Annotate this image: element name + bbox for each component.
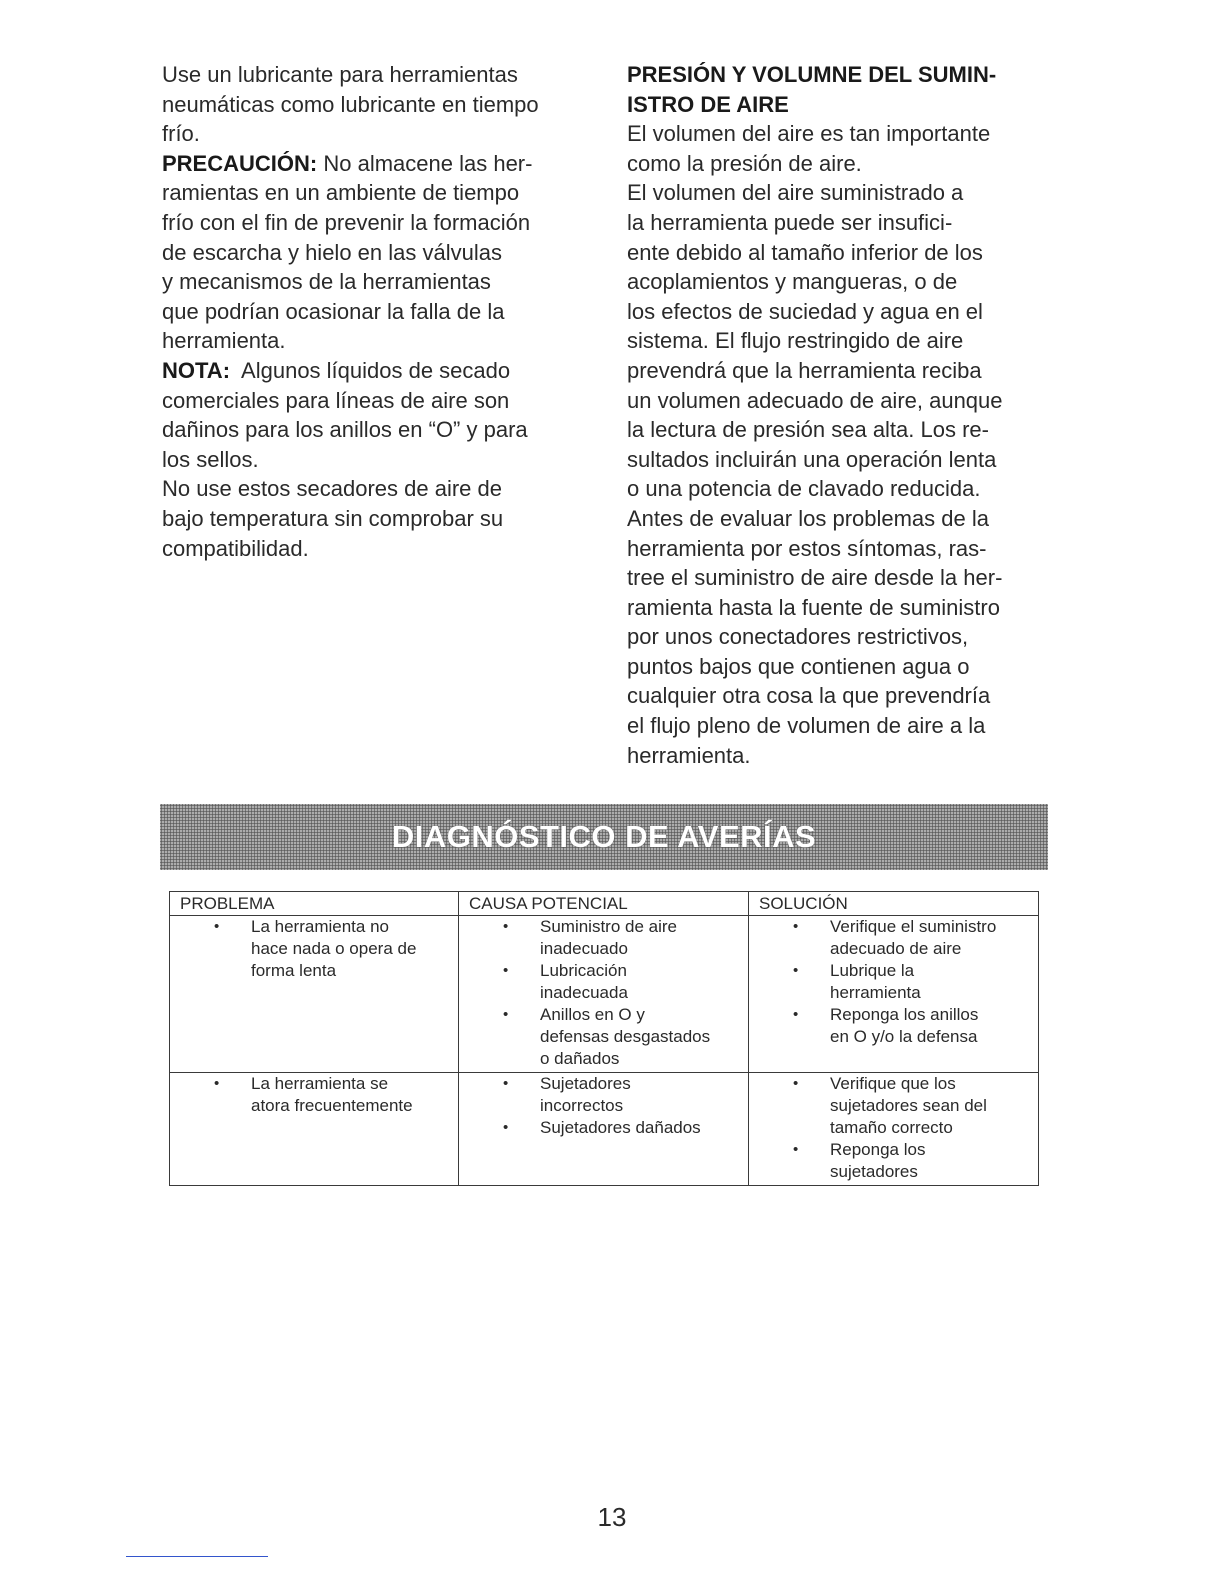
cell-line: herramienta: [830, 983, 921, 1002]
cell-line: incorrectos: [540, 1096, 624, 1115]
cell-line: • La herramienta se: [251, 1074, 389, 1093]
cell-line: forma lenta: [251, 961, 337, 980]
problem-cell: [170, 1073, 459, 1186]
cell-line: o dañados: [540, 1049, 620, 1068]
banner-title: DIAGNÓSTICO DE AVERÍAS: [391, 819, 817, 854]
cell-line: • Anillos en O y: [540, 1005, 645, 1024]
text-line: que podrían ocasionar la falla de la: [162, 298, 505, 324]
list-item: [170, 1073, 452, 1117]
list-item: [459, 1073, 742, 1117]
text-line: herramienta.: [162, 328, 286, 354]
list-item: [459, 1004, 742, 1070]
text-line: y mecanismos de la herramientas: [162, 269, 491, 295]
section-heading: [627, 90, 1059, 120]
text-line: acoplamientos y mangueras, o de: [627, 269, 958, 295]
cell-line: sujetadores sean del: [830, 1096, 987, 1115]
caution-label: PRECAUCIÓN:: [162, 150, 318, 176]
table-header-row: [170, 892, 1039, 916]
list-item: [170, 916, 452, 982]
cell-line: • Reponga los anillos: [830, 1005, 979, 1024]
cell-line: adecuado de aire: [830, 939, 962, 958]
text-line: El volumen del aire es tan importante: [627, 121, 991, 147]
text-line: prevendrá que la herramienta reciba: [627, 357, 982, 383]
text-line: los sellos.: [162, 446, 259, 472]
text-line: dañinos para los anillos en “O” y para: [162, 417, 528, 443]
text-line: Antes de evaluar los problemas de la: [627, 505, 989, 531]
text-line: la lectura de presión sea alta. Los re-: [627, 417, 989, 443]
text-line: Algunos líquidos de secado: [241, 357, 511, 383]
cell-line: tamaño correcto: [830, 1118, 953, 1137]
cell-line: en O y/o la defensa: [830, 1027, 978, 1046]
table-row: [170, 916, 1039, 1073]
cell-line: sujetadores: [830, 1162, 918, 1181]
text-line: los efectos de suciedad y agua en el: [627, 298, 983, 324]
text-line: un volumen adecuado de aire, aunque: [627, 387, 1003, 413]
text-line: herramienta por estos síntomas, ras-: [627, 535, 987, 561]
text-line: herramienta.: [627, 742, 751, 768]
cell-line: • Verifique el suministro: [830, 917, 997, 936]
list-item: [749, 1139, 1032, 1183]
text-line: No almacene las her-: [323, 150, 533, 176]
list-item: [749, 916, 1032, 960]
text-line: frío con el fin de prevenir la formación: [162, 209, 531, 235]
right-column: [627, 60, 1059, 770]
section-heading-line: PRESIÓN Y VOLUMNE DEL SUMIN-: [627, 62, 997, 87]
cell-line: defensas desgastados: [540, 1027, 711, 1046]
list-item: [749, 960, 1032, 1004]
text-line: comerciales para líneas de aire son: [162, 387, 510, 413]
cell-line: inadecuado: [540, 939, 628, 958]
caution-line: [162, 149, 594, 179]
left-column: [162, 60, 594, 563]
list-item: [459, 916, 742, 960]
section-heading: [627, 60, 1059, 90]
text-line: neumáticas como lubricante en tiempo: [162, 91, 539, 117]
text-line: Use un lubricante para herramientas: [162, 62, 518, 87]
text-line: el flujo pleno de volumen de aire a la: [627, 713, 986, 739]
text-line: la herramienta puede ser insufici-: [627, 209, 953, 235]
cell-line: • Lubrique la: [830, 961, 915, 980]
cell-line: • La herramienta no: [251, 917, 389, 936]
list-item: [459, 1117, 742, 1139]
text-line: cualquier otra cosa la que prevendría: [627, 683, 991, 709]
text-line: compatibilidad.: [162, 535, 309, 561]
text-line: sistema. El flujo restringido de aire: [627, 328, 964, 354]
list-item: [749, 1004, 1032, 1048]
troubleshooting-banner: [160, 804, 1048, 870]
cell-line: • Verifique que los: [830, 1074, 956, 1093]
text-line: como la presión de aire.: [627, 150, 862, 176]
list-item: [749, 1073, 1032, 1139]
cell-line: • Suministro de aire: [540, 917, 678, 936]
text-line: ramienta hasta la fuente de suministro: [627, 594, 1000, 620]
section-heading-line: ISTRO DE AIRE: [627, 91, 789, 117]
text-line: de escarcha y hielo en las válvulas: [162, 239, 502, 265]
text-line: bajo temperatura sin comprobar su: [162, 505, 504, 531]
cell-line: atora frecuentemente: [251, 1096, 413, 1115]
column-header-cause: CAUSA POTENCIAL: [459, 892, 749, 916]
note-label: NOTA:: [162, 357, 231, 383]
note-line: [162, 356, 594, 386]
cell-line: inadecuada: [540, 983, 628, 1002]
cause-cell: [459, 1073, 749, 1186]
text-line: por unos conectadores restrictivos,: [627, 624, 969, 650]
text-line: No use estos secadores de aire de: [162, 476, 502, 502]
column-header-solution: SOLUCIÓN: [749, 892, 1039, 916]
column-header-problem: PROBLEMA: [170, 892, 459, 916]
list-item: [459, 960, 742, 1004]
solution-cell: [749, 1073, 1039, 1186]
cell-line: • Lubricación: [540, 961, 627, 980]
text-line: sultados incluirán una operación lenta: [627, 446, 997, 472]
text-line: puntos bajos que contienen agua o: [627, 653, 970, 679]
cause-cell: [459, 916, 749, 1073]
text-line: frío.: [162, 121, 200, 147]
text-line: o una potencia de clavado reducida.: [627, 476, 981, 502]
cell-line: • Reponga los: [830, 1140, 926, 1159]
text-line: ente debido al tamaño inferior de los: [627, 239, 983, 265]
text-line: tree el suministro de aire desde la her-: [627, 565, 1003, 591]
page-number: 13: [597, 1502, 627, 1532]
cell-line: hace nada o opera de: [251, 939, 417, 958]
text-line: El volumen del aire suministrado a: [627, 180, 964, 206]
problem-cell: [170, 916, 459, 1073]
solution-cell: [749, 916, 1039, 1073]
cell-line: • Sujetadores: [540, 1074, 631, 1093]
troubleshooting-table: [169, 891, 1039, 1186]
footer-rule: [126, 1556, 268, 1557]
text-line: ramientas en un ambiente de tiempo: [162, 180, 520, 206]
cell-line: • Sujetadores dañados: [540, 1118, 701, 1137]
table-row: [170, 1073, 1039, 1186]
